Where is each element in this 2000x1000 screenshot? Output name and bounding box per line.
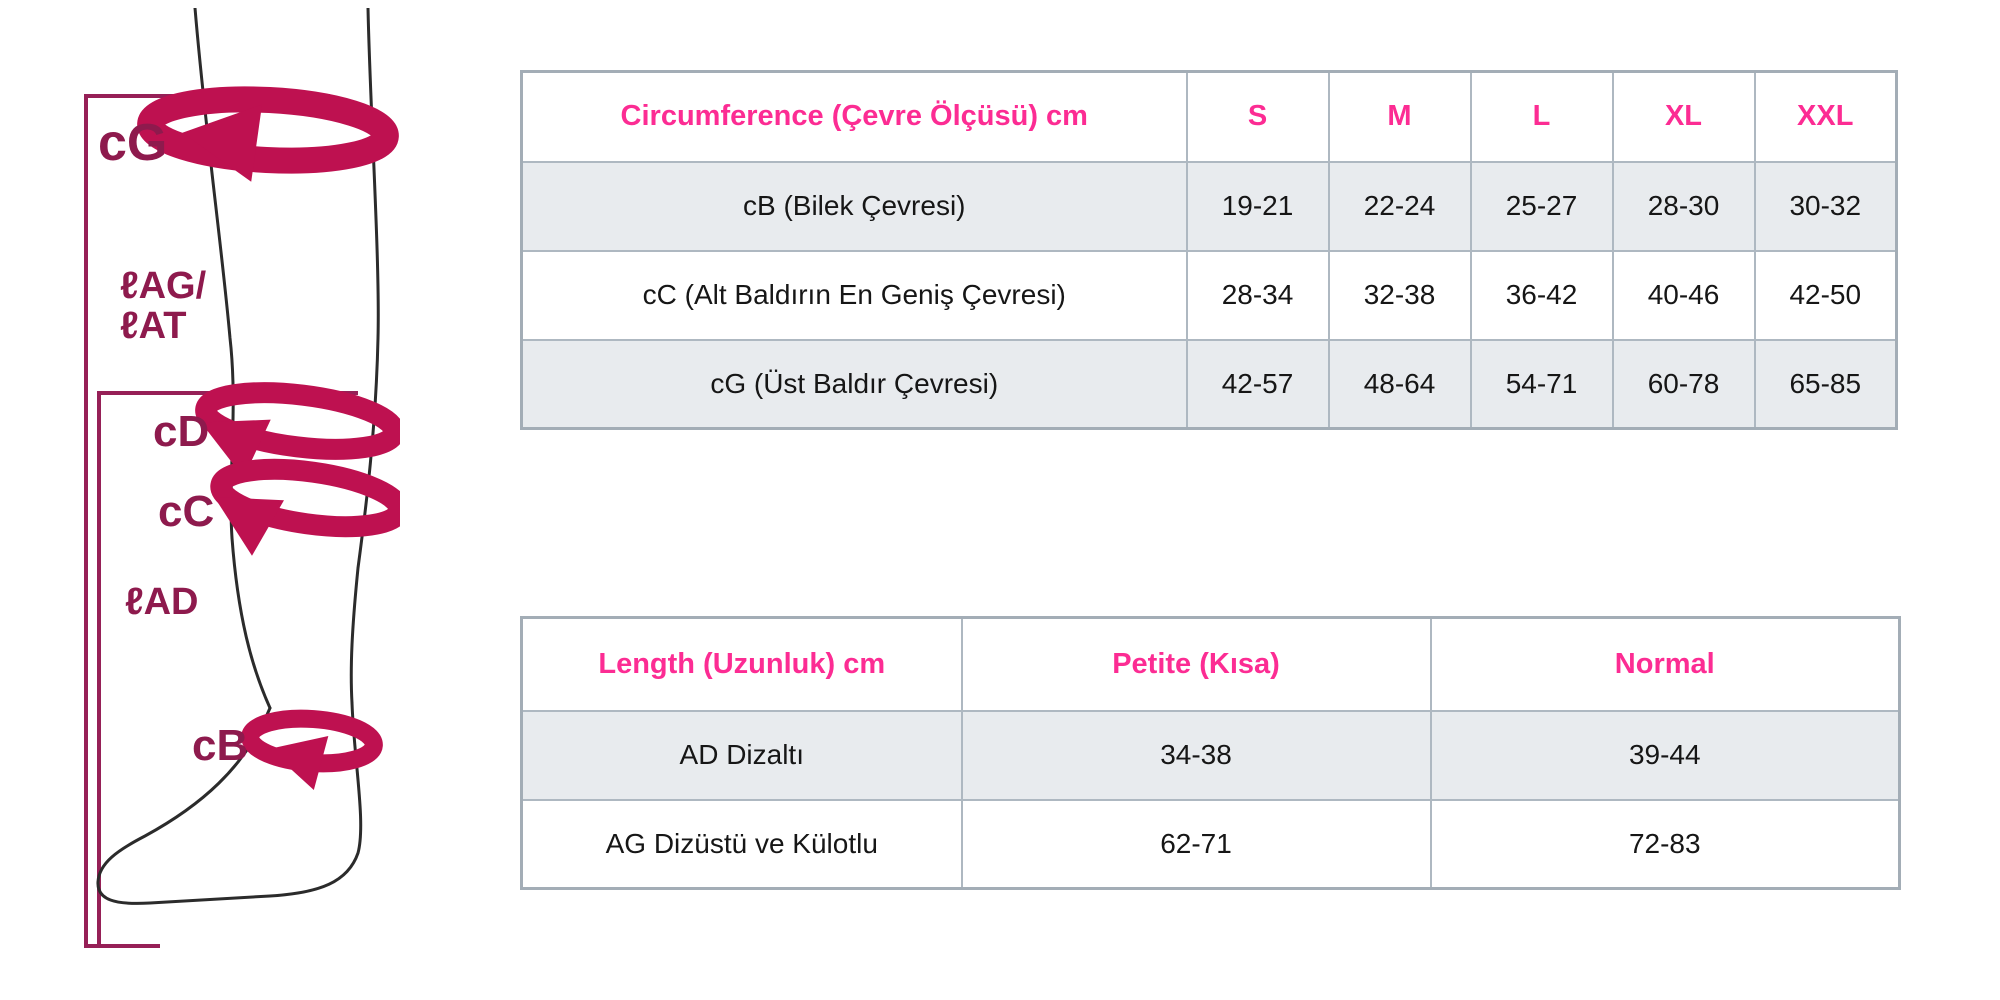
column-header: S xyxy=(1187,72,1329,162)
table-row xyxy=(522,340,1897,429)
value-cell: 60-78 xyxy=(1613,340,1755,429)
value-cell: 19-21 xyxy=(1187,162,1329,251)
lag-label: ℓAG/ xyxy=(120,265,207,307)
value-cell: 65-85 xyxy=(1755,340,1897,429)
table-row xyxy=(522,711,1900,800)
column-header: XL xyxy=(1613,72,1755,162)
value-cell: 62-71 xyxy=(962,800,1431,889)
lat-label: ℓAT xyxy=(120,305,187,347)
circumference-table xyxy=(520,70,1898,430)
value-cell: 30-32 xyxy=(1755,162,1897,251)
column-header: L xyxy=(1471,72,1613,162)
value-cell: 22-24 xyxy=(1329,162,1471,251)
value-cell: 28-34 xyxy=(1187,251,1329,340)
lad-label: ℓAD xyxy=(125,581,199,623)
value-cell: 36-42 xyxy=(1471,251,1613,340)
value-cell: 42-50 xyxy=(1755,251,1897,340)
leg-measurement-diagram xyxy=(70,8,400,958)
value-cell: 39-44 xyxy=(1431,711,1900,800)
table-row xyxy=(522,800,1900,889)
row-label: cG (Üst Baldır Çevresi) xyxy=(522,340,1187,429)
value-cell: 72-83 xyxy=(1431,800,1900,889)
value-cell: 25-27 xyxy=(1471,162,1613,251)
value-cell: 48-64 xyxy=(1329,340,1471,429)
column-header: Normal xyxy=(1431,618,1900,711)
value-cell: 54-71 xyxy=(1471,340,1613,429)
column-header: XXL xyxy=(1755,72,1897,162)
row-label: AD Dizaltı xyxy=(522,711,962,800)
value-cell: 40-46 xyxy=(1613,251,1755,340)
cg-label: cG xyxy=(98,114,168,172)
cg-band-arrow xyxy=(149,94,388,182)
cc-label: cC xyxy=(158,487,215,536)
column-header: Length (Uzunluk) cm xyxy=(522,618,962,711)
value-cell: 32-38 xyxy=(1329,251,1471,340)
cb-label: cB xyxy=(192,721,249,770)
cb-band-arrow xyxy=(249,715,376,790)
column-header: Petite (Kısa) xyxy=(962,618,1431,711)
table-row xyxy=(522,162,1897,251)
row-label: AG Dizüstü ve Külotlu xyxy=(522,800,962,889)
table-row xyxy=(522,251,1897,340)
value-cell: 28-30 xyxy=(1613,162,1755,251)
length-table xyxy=(520,616,1901,890)
cd-label: cD xyxy=(153,407,210,456)
row-label: cC (Alt Baldırın En Geniş Çevresi) xyxy=(522,251,1187,340)
column-header: M xyxy=(1329,72,1471,162)
value-cell: 34-38 xyxy=(962,711,1431,800)
row-label: cB (Bilek Çevresi) xyxy=(522,162,1187,251)
column-header: Circumference (Çevre Ölçüsü) cm xyxy=(522,72,1187,162)
header-row xyxy=(522,72,1897,162)
header-row xyxy=(522,618,1900,711)
value-cell: 42-57 xyxy=(1187,340,1329,429)
